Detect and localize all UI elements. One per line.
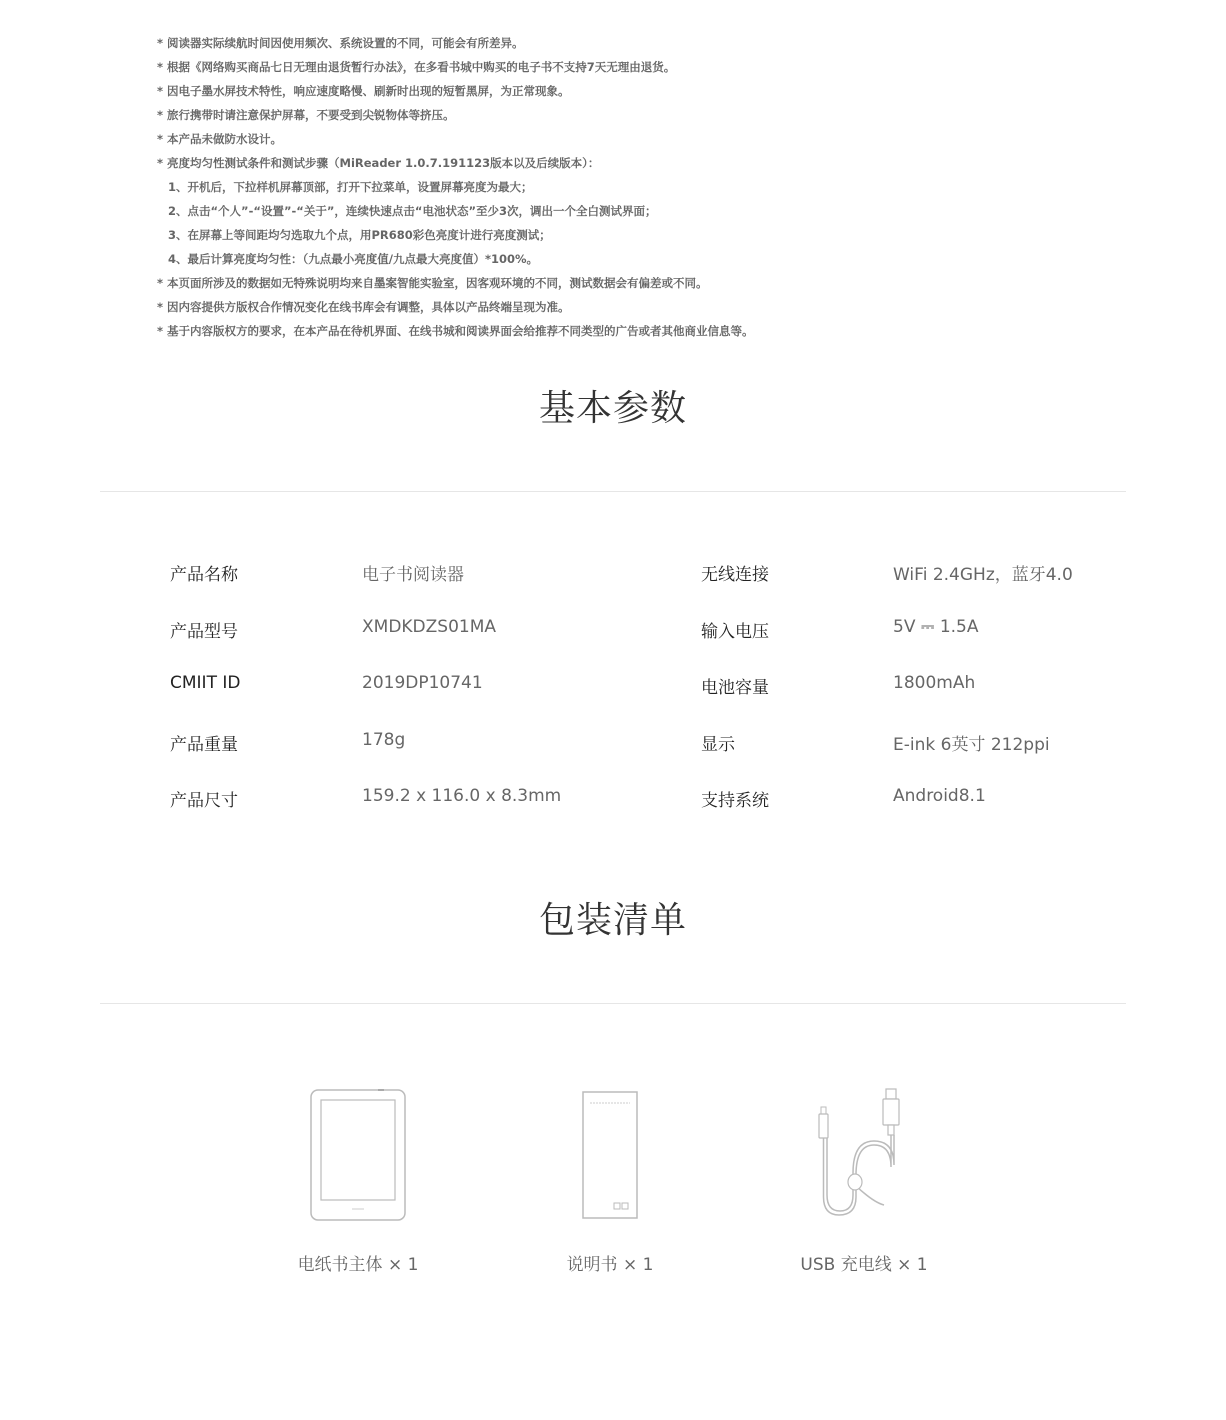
note-item: * 本页面所涉及的数据如无特殊说明均来自墨案智能实验室，因客观环境的不同，测试数据会有偏差或不同。 <box>157 276 708 290</box>
disclaimer-notes <box>157 33 1077 345</box>
spec-value: 178g <box>362 729 406 750</box>
usb-cable-icon <box>814 1087 914 1223</box>
manual-booklet-icon <box>580 1089 640 1221</box>
spec-value: 5V ⎓ 1.5A <box>893 616 979 637</box>
note-item: * 阅读器实际续航时间因使用频次、系统设置的不同，可能会有所差异。 <box>157 36 524 50</box>
spec-value: XMDKDZS01MA <box>362 616 497 637</box>
note-step: 1、开机后，下拉样机屏幕顶部，打开下拉菜单，设置屏幕亮度为最大； <box>168 180 533 194</box>
package-item-label: 说明书 × 1 <box>566 1255 654 1275</box>
spec-label: 无线连接 <box>701 565 769 585</box>
package-section-title: 包装清单 <box>538 900 687 941</box>
spec-value: E-ink 6英寸 212ppi <box>893 734 1050 755</box>
note-step: 3、在屏幕上等间距均匀选取九个点，用PR680彩色亮度计进行亮度测试； <box>168 228 551 242</box>
specs-section-title: 基本参数 <box>538 388 687 429</box>
spec-value: 电子书阅读器 <box>362 565 464 585</box>
package-item-cable <box>734 1085 994 1275</box>
spec-value: 1800mAh <box>893 673 976 693</box>
spec-row <box>0 657 1226 714</box>
spec-label: 产品型号 <box>170 621 238 642</box>
package-item-manual <box>480 1085 740 1275</box>
note-step: 4、最后计算亮度均匀性：（九点最小亮度值/九点最大亮度值）*100%。 <box>168 252 538 266</box>
spec-label: 产品重量 <box>170 734 238 755</box>
ereader-device-icon <box>308 1087 408 1223</box>
note-item: * 因电子墨水屏技术特性，响应速度略慢、刷新时出现的短暂黑屏，为正常现象。 <box>157 84 570 98</box>
package-item-label: USB 充电线 × 1 <box>800 1255 928 1275</box>
package-item-label: 电纸书主体 × 1 <box>297 1255 419 1275</box>
spec-label: 输入电压 <box>701 621 769 642</box>
package-divider <box>100 1003 1126 1004</box>
note-item: * 亮度均匀性测试条件和测试步骤（MiReader 1.0.7.191123版本以及后续版本）： <box>157 156 600 170</box>
note-item: * 本产品未做防水设计。 <box>157 132 283 146</box>
specs-divider <box>100 491 1126 492</box>
spec-label: 显示 <box>701 734 735 755</box>
note-item: * 基于内容版权方的要求，在本产品在待机界面、在线书城和阅读界面会给推荐不同类型的广告或者其他商业信息等。 <box>157 324 754 338</box>
spec-value: 159.2 x 116.0 x 8.3mm <box>362 786 562 806</box>
spec-row <box>0 544 1226 601</box>
note-item: * 根据《网络购买商品七日无理由退货暂行办法》，在多看书城中购买的电子书不支持7天无理由退货。 <box>157 60 676 74</box>
specs-table <box>0 544 1226 827</box>
spec-label: 产品尺寸 <box>170 791 238 811</box>
spec-value: Android8.1 <box>893 786 986 806</box>
spec-row <box>0 601 1226 658</box>
spec-label: 电池容量 <box>701 678 769 698</box>
note-item: * 旅行携带时请注意保护屏幕，不要受到尖锐物体等挤压。 <box>157 108 455 122</box>
spec-row <box>0 714 1226 771</box>
spec-row <box>0 770 1226 827</box>
spec-label: 产品名称 <box>170 565 238 585</box>
spec-label: 支持系统 <box>701 791 769 811</box>
note-step: 2、点击“个人”-“设置”-“关于”，连续快速点击“电池状态”至少3次，调出一个全白测试界面； <box>168 204 657 218</box>
note-item: * 因内容提供方版权合作情况变化在线书库会有调整，具体以产品终端呈现为准。 <box>157 300 570 314</box>
package-item-device <box>228 1085 488 1275</box>
spec-value: 2019DP10741 <box>362 673 483 693</box>
spec-value: WiFi 2.4GHz，蓝牙4.0 <box>893 565 1073 585</box>
spec-label: CMIIT ID <box>170 673 241 693</box>
